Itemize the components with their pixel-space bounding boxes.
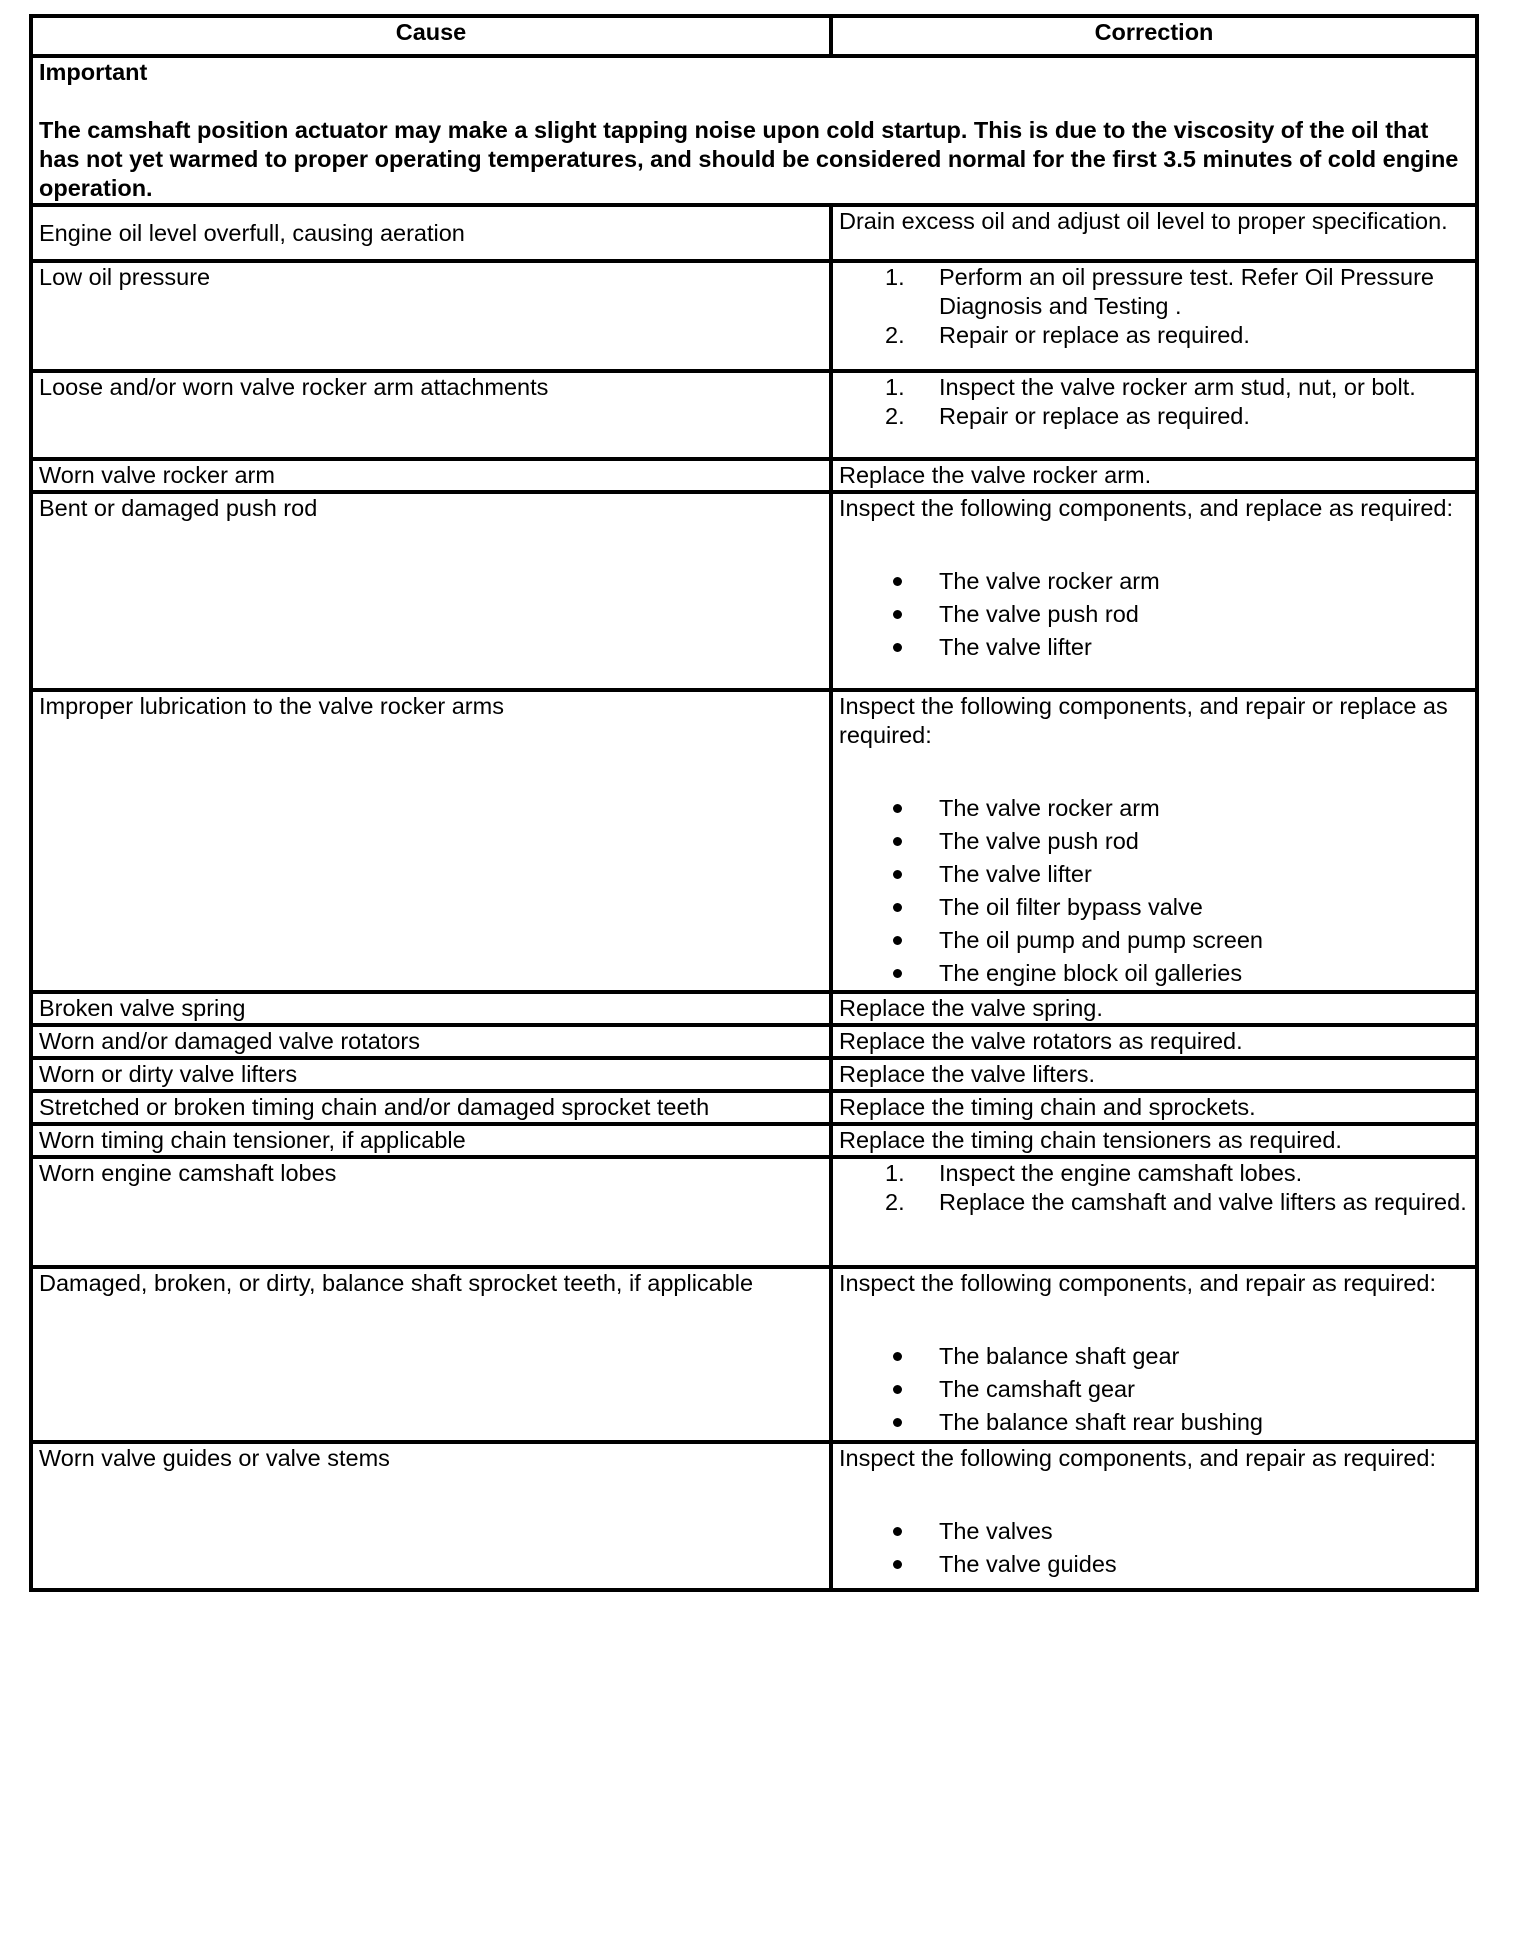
list-item [839,957,1469,990]
list-item [839,1548,1469,1581]
table-row [31,1442,1477,1590]
correction-cell [831,1025,1477,1058]
list-item [839,891,1469,924]
important-note-row [31,56,1477,205]
list-item-text: The valve rocker arm [939,568,1160,594]
correction-intro: Inspect the following components, and repair as required: [839,1445,1436,1471]
correction-text: Replace the valve rotators as required. [839,1028,1243,1054]
cause-cell: Worn timing chain tensioner, if applicable [31,1124,831,1157]
bullet-icon [893,1352,902,1361]
table-row [31,205,1477,261]
list-item [839,631,1469,664]
numbered-steps [839,373,1469,431]
table-row [31,459,1477,492]
correction-cell [831,992,1477,1025]
list-item-text: The balance shaft rear bushing [939,1409,1263,1435]
correction-cell [831,205,1477,261]
step-text: Perform an oil pressure test. Refer Oil Pressure Diagnosis and Testing . [939,264,1434,319]
list-item [839,1406,1469,1439]
cause-cell: Worn or dirty valve lifters [31,1058,831,1091]
step-number: 1. [885,264,905,290]
list-item [839,825,1469,858]
list-item [839,924,1469,957]
table-row [31,992,1477,1025]
important-note [31,56,1477,205]
bullet-icon [893,936,902,945]
correction-cell [831,1091,1477,1124]
correction-intro: Inspect the following components, and repair or replace as required: [839,693,1448,748]
component-list [839,792,1469,990]
list-item [839,565,1469,598]
cause-column-header: Cause [31,16,831,56]
correction-cell [831,1157,1477,1267]
bullet-icon [893,1418,902,1427]
correction-column-header: Correction [831,16,1477,56]
step-number: 1. [885,1160,905,1186]
cause-cell: Low oil pressure [31,261,831,371]
step-number: 2. [885,322,905,348]
bullet-icon [893,804,902,813]
bullet-icon [893,643,902,652]
cause-cell: Damaged, broken, or dirty, balance shaft sprocket teeth, if applicable [31,1267,831,1442]
correction-text: Replace the timing chain tensioners as required. [839,1127,1342,1153]
component-list [839,1515,1469,1581]
bullet-icon [893,577,902,586]
component-list [839,1340,1469,1439]
correction-cell [831,1267,1477,1442]
list-item [839,858,1469,891]
list-item-text: The balance shaft gear [939,1343,1180,1369]
correction-cell [831,1058,1477,1091]
cause-cell: Improper lubrication to the valve rocker arms [31,690,831,992]
cause-cell: Bent or damaged push rod [31,492,831,690]
bullet-icon [893,870,902,879]
step-text: Inspect the valve rocker arm stud, nut, or bolt. [939,374,1416,400]
cause-cell: Worn valve rocker arm [31,459,831,492]
diagnostic-table [29,14,1479,1592]
bullet-icon [893,903,902,912]
list-item [839,1340,1469,1373]
correction-cell [831,261,1477,371]
step-number: 2. [885,1189,905,1215]
step-item [839,1188,1469,1217]
correction-cell [831,690,1477,992]
step-number: 1. [885,374,905,400]
list-item-text: The valve rocker arm [939,795,1160,821]
list-item-text: The oil pump and pump screen [939,927,1263,953]
list-item [839,1373,1469,1406]
step-item [839,321,1469,350]
numbered-steps [839,263,1469,350]
table-row [31,1025,1477,1058]
bullet-icon [893,837,902,846]
step-item [839,1159,1469,1188]
list-item-text: The valve lifter [939,634,1092,660]
cause-cell: Worn valve guides or valve stems [31,1442,831,1590]
list-item-text: The valve push rod [939,601,1139,627]
list-item-text: The camshaft gear [939,1376,1135,1402]
cause-cell: Engine oil level overfull, causing aeration [31,205,831,261]
cause-cell: Worn and/or damaged valve rotators [31,1025,831,1058]
step-number: 2. [885,403,905,429]
list-item [839,598,1469,631]
step-text: Repair or replace as required. [939,322,1250,348]
table-row [31,261,1477,371]
correction-cell [831,1124,1477,1157]
correction-cell [831,492,1477,690]
bullet-icon [893,1527,902,1536]
numbered-steps [839,1159,1469,1217]
correction-intro: Inspect the following components, and repair as required: [839,1270,1436,1296]
table-row [31,1124,1477,1157]
table-row [31,371,1477,459]
list-item-text: The valve guides [939,1551,1117,1577]
correction-cell [831,1442,1477,1590]
step-item [839,263,1469,321]
list-item [839,792,1469,825]
bullet-icon [893,610,902,619]
correction-intro: Inspect the following components, and replace as required: [839,495,1453,521]
step-text: Repair or replace as required. [939,403,1250,429]
cause-cell: Loose and/or worn valve rocker arm attachments [31,371,831,459]
note-title: Important [39,59,148,85]
correction-text: Replace the valve spring. [839,995,1103,1021]
table-row [31,690,1477,992]
step-text: Inspect the engine camshaft lobes. [939,1160,1303,1186]
table-row [31,1267,1477,1442]
correction-text: Replace the timing chain and sprockets. [839,1094,1256,1120]
cause-cell: Broken valve spring [31,992,831,1025]
table-row [31,1058,1477,1091]
list-item [839,1515,1469,1548]
component-list [839,565,1469,664]
list-item-text: The oil filter bypass valve [939,894,1203,920]
step-text: Replace the camshaft and valve lifters as required. [939,1189,1467,1215]
bullet-icon [893,1560,902,1569]
step-item [839,373,1469,402]
header-row [31,16,1477,56]
cause-cell: Worn engine camshaft lobes [31,1157,831,1267]
bullet-icon [893,1385,902,1394]
list-item-text: The valve push rod [939,828,1139,854]
table-row [31,492,1477,690]
note-text: The camshaft position actuator may make a slight tapping noise upon cold startup. This is due to the viscosity of the oil that has not yet warmed to proper operating temperatures, and should be considered normal for the first 3.5 minutes of cold engine operation. [39,117,1459,201]
correction-cell [831,371,1477,459]
correction-text: Replace the valve lifters. [839,1061,1096,1087]
correction-text: Replace the valve rocker arm. [839,462,1152,488]
list-item-text: The valve lifter [939,861,1092,887]
table-row [31,1157,1477,1267]
correction-text: Drain excess oil and adjust oil level to proper specification. [839,208,1448,234]
list-item-text: The engine block oil galleries [939,960,1243,986]
list-item-text: The valves [939,1518,1053,1544]
correction-cell [831,459,1477,492]
bullet-icon [893,969,902,978]
table-row [31,1091,1477,1124]
step-item [839,402,1469,431]
cause-cell: Stretched or broken timing chain and/or damaged sprocket teeth [31,1091,831,1124]
